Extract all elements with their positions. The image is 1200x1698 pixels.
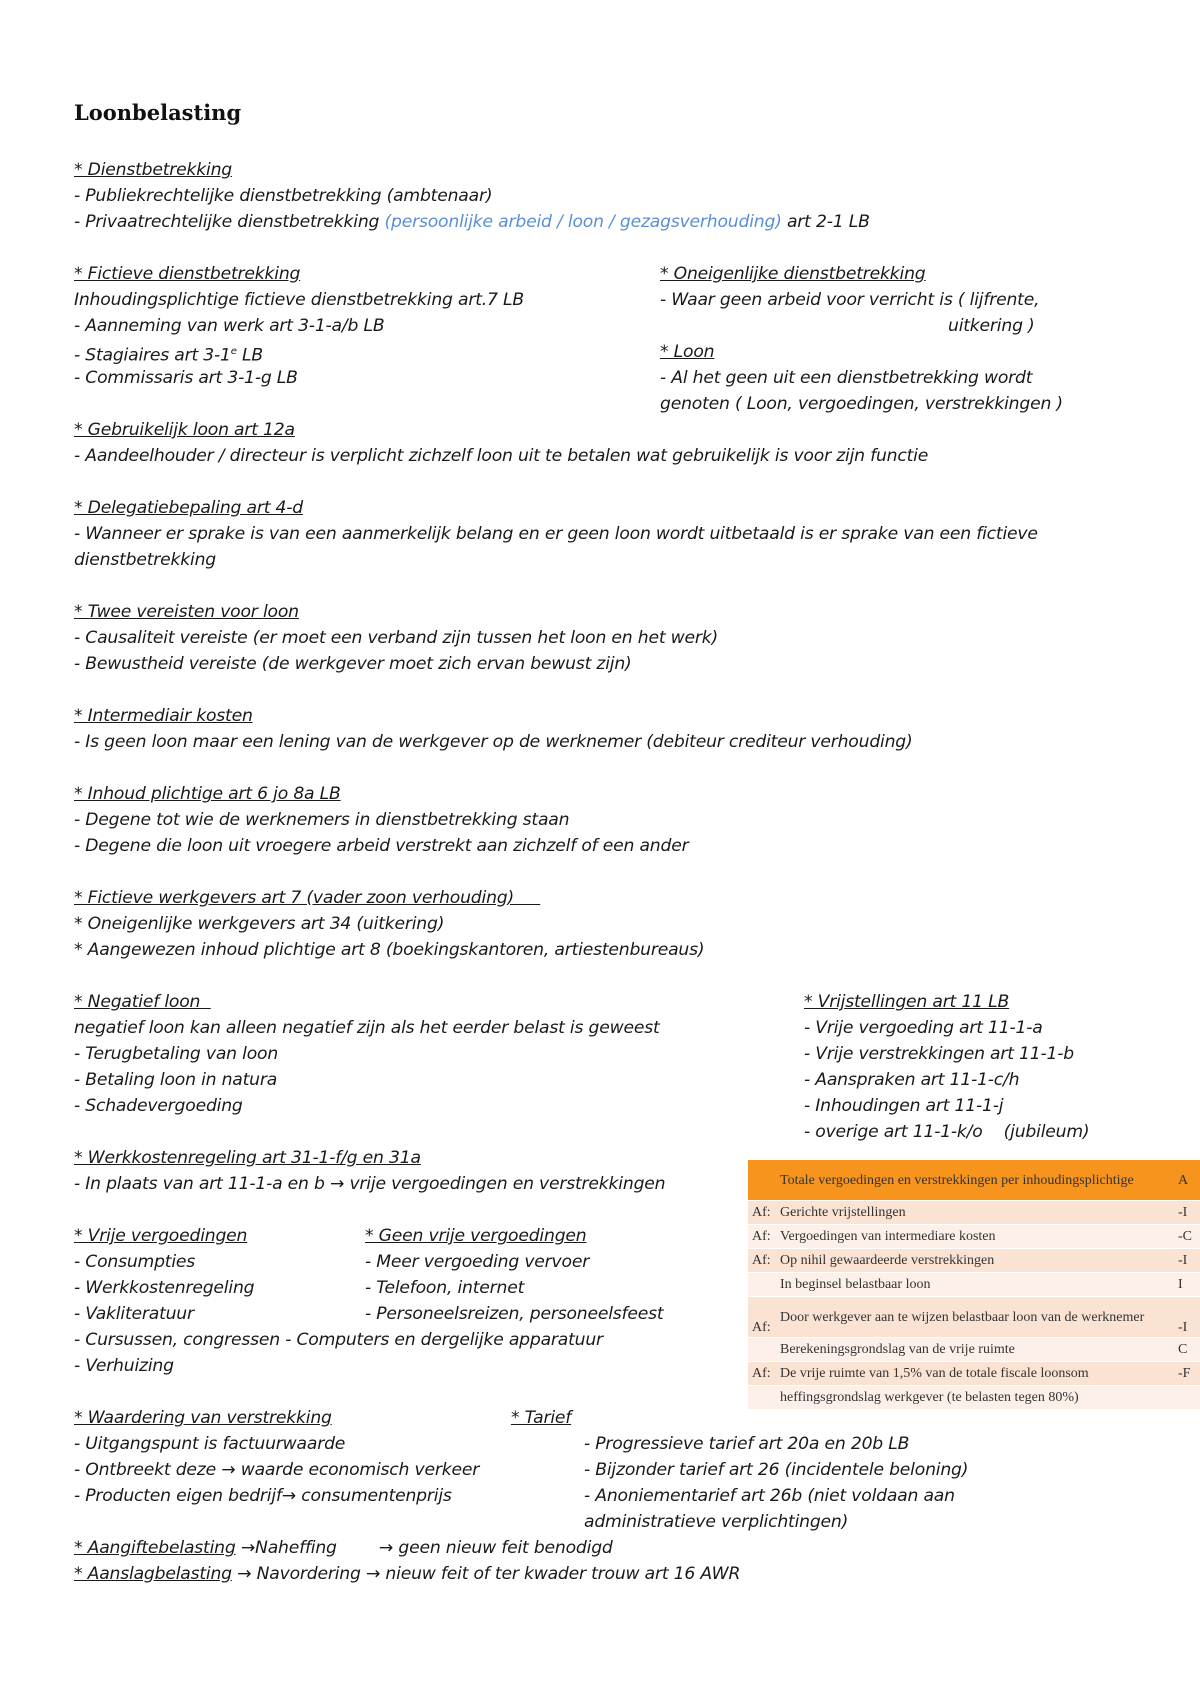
table-cell [748,1160,776,1201]
text-span: - Ontbreekt deze [74,1460,222,1480]
text-span: Naheffing [255,1538,337,1558]
table-row [748,1273,1200,1297]
text-line [74,1171,665,1197]
text-line: - Degene die loon uit vroegere arbeid verstrekt aan zichzelf of een ander [74,836,689,856]
heading-twee-vereisten: * Twee vereisten voor loon [74,602,299,622]
text-span: art 2-1 LB [781,212,870,232]
heading-tarief: * Tarief [511,1408,572,1428]
text-line: - Commissaris art 3-1-g LB [74,368,298,388]
text-line [74,1483,452,1509]
text-line: - Cursussen, congressen - Computers en dergelijke apparatuur [74,1330,603,1350]
table-cell: Af: [748,1362,776,1386]
text-line: - Aandeelhouder / directeur is verplicht zichzelf loon uit te betalen wat gebruikelijk is voor zijn functie [74,446,929,466]
text-span: LB [236,345,263,366]
page-title: Loonbelasting [74,100,242,125]
text-line: - Causaliteit vereiste (er moet een verband zijn tussen het loon en het werk) [74,628,718,648]
text-span: - In plaats van art 11-1-a en b [74,1174,330,1194]
heading-fictieve-werkgevers: * Fictieve werkgevers art 7 (vader zoon verhouding) [74,888,541,908]
heading-aangiftebelasting: * Aangiftebelasting [74,1538,236,1558]
text-line: dienstbetrekking [74,550,216,570]
text-line: - Bewustheid vereiste (de werkgever moet zich ervan bewust zijn) [74,654,632,674]
table-row [748,1362,1200,1386]
text-line: - Consumpties [74,1252,196,1272]
highlight-span: (persoonlijke arbeid / loon / gezagsverhouding) [384,212,782,232]
text-line: - Personeelsreizen, personeelsfeest [365,1304,664,1324]
text-line [74,209,870,235]
text-line: - Terugbetaling van loon [74,1044,279,1064]
text-line: administratieve verplichtingen) [584,1512,849,1532]
text-line: genoten ( Loon, vergoedingen, verstrekkingen ) [660,394,1063,414]
text-line: - Aanspraken art 11-1-c/h [804,1070,1020,1090]
table-cell: Gerichte vrijstellingen [776,1201,1174,1225]
table-cell: Vergoedingen van intermediare kosten [776,1225,1174,1249]
text-line: - Vrije verstrekkingen art 11-1-b [804,1044,1074,1064]
table-row [748,1338,1200,1362]
heading-oneigenlijke-dienstbetrekking: * Oneigenlijke dienstbetrekking [660,264,926,284]
text-line: - Meer vergoeding vervoer [365,1252,590,1272]
table-cell: -I [1174,1201,1200,1225]
text-line: * Aangewezen inhoud plichtige art 8 (boekingskantoren, artiestenbureaus) [74,940,705,960]
table-row [748,1386,1200,1410]
text-line: - Bijzonder tarief art 26 (incidentele beloning) [584,1460,969,1480]
text-line: Inhoudingsplichtige fictieve dienstbetrekking art.7 LB [74,290,524,310]
text-span: geen nieuw feit benodigd [393,1538,613,1558]
arrow-icon: → [240,1538,256,1558]
table-cell: Af: [748,1297,776,1338]
text-line: - Publiekrechtelijke dienstbetrekking (ambtenaar) [74,186,493,206]
text-line: - Vrije vergoeding art 11-1-a [804,1018,1043,1038]
arrow-icon: → [378,1538,394,1558]
text-span: - Stagiaires art 3-1 [74,345,231,366]
arrow-icon: → [365,1564,381,1584]
table-row [748,1225,1200,1249]
table-cell: Op nihil gewaardeerde verstrekkingen [776,1249,1174,1273]
text-line: - Aanneming van werk art 3-1-a/b LB [74,316,385,336]
table-cell: -F [1174,1362,1200,1386]
arrow-icon: → [237,1564,252,1584]
text-span: waarde economisch verkeer [235,1460,480,1480]
text-line: - Al het geen uit een dienstbetrekking wordt [660,368,1033,388]
table-cell: -I [1174,1249,1200,1273]
table-row [748,1297,1200,1338]
table-cell: A [1174,1160,1200,1201]
table-cell [748,1273,776,1297]
table-row [748,1201,1200,1225]
heading-gebruikelijk-loon: * Gebruikelijk loon art 12a [74,420,295,440]
table-cell: Berekeningsgrondslag van de vrije ruimte [776,1338,1174,1362]
table-cell: Af: [748,1249,776,1273]
text-line [74,1535,613,1561]
text-line: - Progressieve tarief art 20a en 20b LB [584,1434,910,1454]
text-line: - Degene tot wie de werknemers in dienstbetrekking staan [74,810,570,830]
text-span: consumentenprijs [296,1486,452,1506]
text-line: - Inhoudingen art 11-1-j [804,1096,1004,1116]
vrije-ruimte-table [748,1160,1200,1409]
text-line: - Is geen loon maar een lening van de werkgever op de werknemer (debiteur crediteur verhouding) [74,732,913,752]
table-cell: Totale vergoedingen en verstrekkingen per inhoudingsplichtige [776,1160,1174,1201]
table-cell: -C [1174,1225,1200,1249]
heading-negatief-loon: * Negatief loon [74,992,211,1012]
table-cell: -I [1174,1297,1200,1338]
text-line [74,1457,479,1483]
table-cell: In beginsel belastbaar loon [776,1273,1174,1297]
text-line: - Schadevergoeding [74,1096,243,1116]
text-line: - Vakliteratuur [74,1304,194,1324]
text-line: - Telefoon, internet [365,1278,525,1298]
arrow-icon: → [221,1460,236,1480]
table-cell: heffingsgrondslag werkgever (te belasten tegen 80%) [776,1386,1174,1410]
heading-intermediair-kosten: * Intermediair kosten [74,706,253,726]
table-cell: Door werkgever aan te wijzen belastbaar loon van de werknemer [776,1297,1174,1338]
text-span: Navordering [251,1564,361,1584]
text-span: - Producten eigen bedrijf [74,1486,282,1506]
heading-vrijstellingen: * Vrijstellingen art 11 LB [804,992,1010,1012]
arrow-icon: → [329,1174,345,1194]
text-line [74,1561,740,1587]
text-span: nieuw feit of ter kwader trouw art 16 AWR [380,1564,741,1584]
text-span: vrije vergoedingen en verstrekkingen [349,1174,666,1194]
heading-werkkostenregeling: * Werkkostenregeling art 31-1-f/g en 31a [74,1148,421,1168]
text-line: - Waar geen arbeid voor verricht is ( lijfrente, [660,290,1040,310]
superscript: e [230,346,237,357]
text-line: uitkering ) [948,316,1035,336]
text-line: - Werkkostenregeling [74,1278,255,1298]
table-cell: I [1174,1273,1200,1297]
text-line: negatief loon kan alleen negatief zijn als het eerder belast is geweest [74,1018,660,1038]
heading-delegatiebepaling: * Delegatiebepaling art 4-d [74,498,303,518]
text-line: - Verhuizing [74,1356,174,1376]
heading-geen-vrije-vergoedingen: * Geen vrije vergoedingen [365,1226,587,1246]
heading-inhoudplichtige: * Inhoud plichtige art 6 jo 8a LB [74,784,341,804]
table-cell: De vrije ruimte van 1,5% van de totale fiscale loonsom [776,1362,1174,1386]
heading-waardering-verstrekking: * Waardering van verstrekking [74,1408,332,1428]
table-cell [1174,1386,1200,1410]
text-line: * Oneigenlijke werkgevers art 34 (uitkering) [74,914,445,934]
table-cell [748,1338,776,1362]
text-line: - overige art 11-1-k/o (jubileum) [804,1122,1090,1142]
heading-loon: * Loon [660,342,715,362]
text-span: - Privaatrechtelijke dienstbetrekking [74,212,385,232]
table-cell: Af: [748,1201,776,1225]
text-line: - Betaling loon in natura [74,1070,278,1090]
heading-dienstbetrekking: * Dienstbetrekking [74,160,232,180]
heading-aanslagbelasting: * Aanslagbelasting [74,1564,232,1584]
table-row [748,1249,1200,1273]
heading-fictieve-dienstbetrekking: * Fictieve dienstbetrekking [74,264,301,284]
text-line: - Wanneer er sprake is van een aanmerkelijk belang en er geen loon wordt uitbetaald is er sprake van een fictieve [74,524,1038,544]
arrow-icon: → [281,1486,296,1506]
text-line: - Uitgangspunt is factuurwaarde [74,1434,346,1454]
table-cell [748,1386,776,1410]
heading-vrije-vergoedingen: * Vrije vergoedingen [74,1226,248,1246]
table-cell: C [1174,1338,1200,1362]
text-line: - Anoniementarief art 26b (niet voldaan aan [584,1486,955,1506]
table-header-row [748,1160,1200,1201]
table-cell: Af: [748,1225,776,1249]
